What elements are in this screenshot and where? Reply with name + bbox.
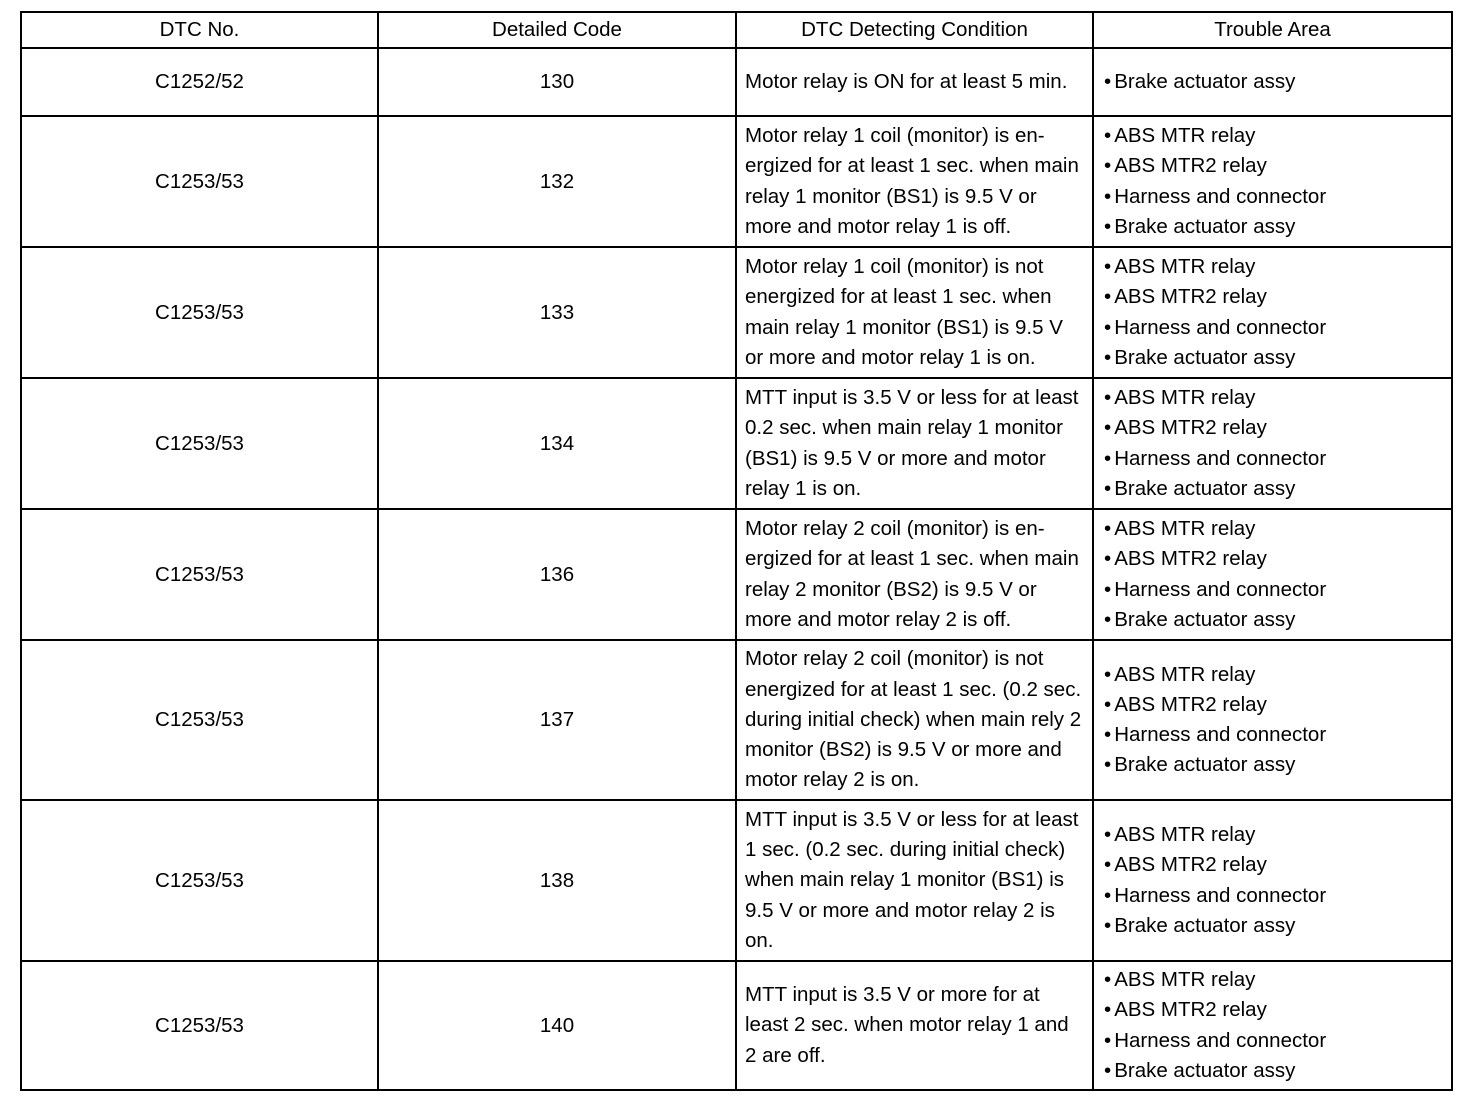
trouble-area-item: • Brake actuator assy (1104, 911, 1443, 941)
trouble-area-list (1104, 820, 1443, 941)
trouble-area-item: • ABS MTR2 relay (1104, 413, 1443, 443)
trouble-area-cell (1093, 640, 1452, 800)
table-row (21, 800, 1452, 961)
trouble-area-item: • ABS MTR2 relay (1104, 544, 1443, 574)
trouble-area-item: • ABS MTR2 relay (1104, 850, 1443, 880)
trouble-area-item: • ABS MTR2 relay (1104, 151, 1443, 181)
detecting-condition-cell: Motor relay 2 coil (monitor) is not energized for at least 1 sec. (0.2 sec. during initial check) when main rely 2 monitor (BS2) is 9.5 V or more and motor relay 2 is on. (736, 640, 1093, 800)
trouble-area-cell (1093, 116, 1452, 247)
trouble-area-cell (1093, 961, 1452, 1090)
detailed-code-cell: 134 (378, 378, 736, 509)
trouble-area-item: • ABS MTR relay (1104, 252, 1443, 282)
trouble-area-item: • ABS MTR relay (1104, 514, 1443, 544)
detailed-code-cell: 136 (378, 509, 736, 640)
trouble-area-item: • Harness and connector (1104, 313, 1443, 343)
trouble-area-list (1104, 252, 1443, 373)
trouble-area-list (1104, 965, 1443, 1086)
trouble-area-item: • Brake actuator assy (1104, 474, 1443, 504)
trouble-area-item: • ABS MTR relay (1104, 965, 1443, 995)
dtc-number-cell: C1252/52 (21, 48, 378, 116)
detailed-code-cell: 140 (378, 961, 736, 1090)
trouble-area-item: • Brake actuator assy (1104, 212, 1443, 242)
trouble-area-item: • ABS MTR relay (1104, 383, 1443, 413)
trouble-area-item: • Harness and connector (1104, 182, 1443, 212)
table-row (21, 247, 1452, 378)
detailed-code-cell: 132 (378, 116, 736, 247)
detailed-code-cell: 130 (378, 48, 736, 116)
trouble-area-item: • ABS MTR2 relay (1104, 282, 1443, 312)
detecting-condition-cell: Motor relay 1 coil (monitor) is en-ergized for at least 1 sec. when main relay 1 monitor (BS1) is 9.5 V or more and motor relay 1 is off. (736, 116, 1093, 247)
trouble-area-item: • Brake actuator assy (1104, 750, 1443, 780)
detecting-condition-cell: Motor relay 1 coil (monitor) is not energized for at least 1 sec. when main relay 1 monitor (BS1) is 9.5 V or more and motor relay 1 is on. (736, 247, 1093, 378)
dtc-table (20, 11, 1453, 1091)
trouble-area-cell (1093, 48, 1452, 116)
trouble-area-cell (1093, 800, 1452, 961)
dtc-number-cell: C1253/53 (21, 378, 378, 509)
trouble-area-item: • Harness and connector (1104, 720, 1443, 750)
trouble-area-list (1104, 514, 1443, 635)
table-row (21, 640, 1452, 800)
detecting-condition-cell: Motor relay 2 coil (monitor) is en-ergized for at least 1 sec. when main relay 2 monitor (BS2) is 9.5 V or more and motor relay 2 is off. (736, 509, 1093, 640)
header-detailed-code: Detailed Code (378, 12, 736, 48)
trouble-area-cell (1093, 509, 1452, 640)
trouble-area-item: • Harness and connector (1104, 575, 1443, 605)
dtc-number-cell: C1253/53 (21, 116, 378, 247)
trouble-area-item: • Brake actuator assy (1104, 67, 1443, 97)
trouble-area-item: • Brake actuator assy (1104, 1056, 1443, 1086)
trouble-area-cell (1093, 378, 1452, 509)
dtc-number-cell: C1253/53 (21, 961, 378, 1090)
table-row (21, 116, 1452, 247)
table-row (21, 961, 1452, 1090)
detailed-code-cell: 133 (378, 247, 736, 378)
header-detecting-condition: DTC Detecting Condition (736, 12, 1093, 48)
dtc-number-cell: C1253/53 (21, 640, 378, 800)
dtc-number-cell: C1253/53 (21, 509, 378, 640)
trouble-area-item: • ABS MTR relay (1104, 121, 1443, 151)
detailed-code-cell: 138 (378, 800, 736, 961)
detailed-code-cell: 137 (378, 640, 736, 800)
detecting-condition-cell: MTT input is 3.5 V or less for at least 1 sec. (0.2 sec. during initial check) when main relay 1 monitor (BS1) is 9.5 V or more and motor relay 2 is on. (736, 800, 1093, 961)
detecting-condition-cell: Motor relay is ON for at least 5 min. (736, 48, 1093, 116)
trouble-area-list (1104, 383, 1443, 504)
trouble-area-list (1104, 660, 1443, 781)
table-row (21, 48, 1452, 116)
trouble-area-item: • ABS MTR2 relay (1104, 995, 1443, 1025)
table-row (21, 378, 1452, 509)
trouble-area-item: • ABS MTR2 relay (1104, 690, 1443, 720)
trouble-area-cell (1093, 247, 1452, 378)
trouble-area-item: • ABS MTR relay (1104, 660, 1443, 690)
header-dtc-no: DTC No. (21, 12, 378, 48)
trouble-area-list (1104, 67, 1443, 97)
detecting-condition-cell: MTT input is 3.5 V or more for at least 2 sec. when motor relay 1 and 2 are off. (736, 961, 1093, 1090)
dtc-number-cell: C1253/53 (21, 247, 378, 378)
trouble-area-item: • Brake actuator assy (1104, 343, 1443, 373)
header-row (21, 12, 1452, 48)
trouble-area-item: • ABS MTR relay (1104, 820, 1443, 850)
dtc-number-cell: C1253/53 (21, 800, 378, 961)
table-row (21, 509, 1452, 640)
trouble-area-item: • Harness and connector (1104, 881, 1443, 911)
detecting-condition-cell: MTT input is 3.5 V or less for at least 0.2 sec. when main relay 1 monitor (BS1) is 9.5 V or more and motor relay 1 is on. (736, 378, 1093, 509)
trouble-area-item: • Harness and connector (1104, 1026, 1443, 1056)
trouble-area-item: • Brake actuator assy (1104, 605, 1443, 635)
trouble-area-list (1104, 121, 1443, 242)
header-trouble-area: Trouble Area (1093, 12, 1452, 48)
trouble-area-item: • Harness and connector (1104, 444, 1443, 474)
